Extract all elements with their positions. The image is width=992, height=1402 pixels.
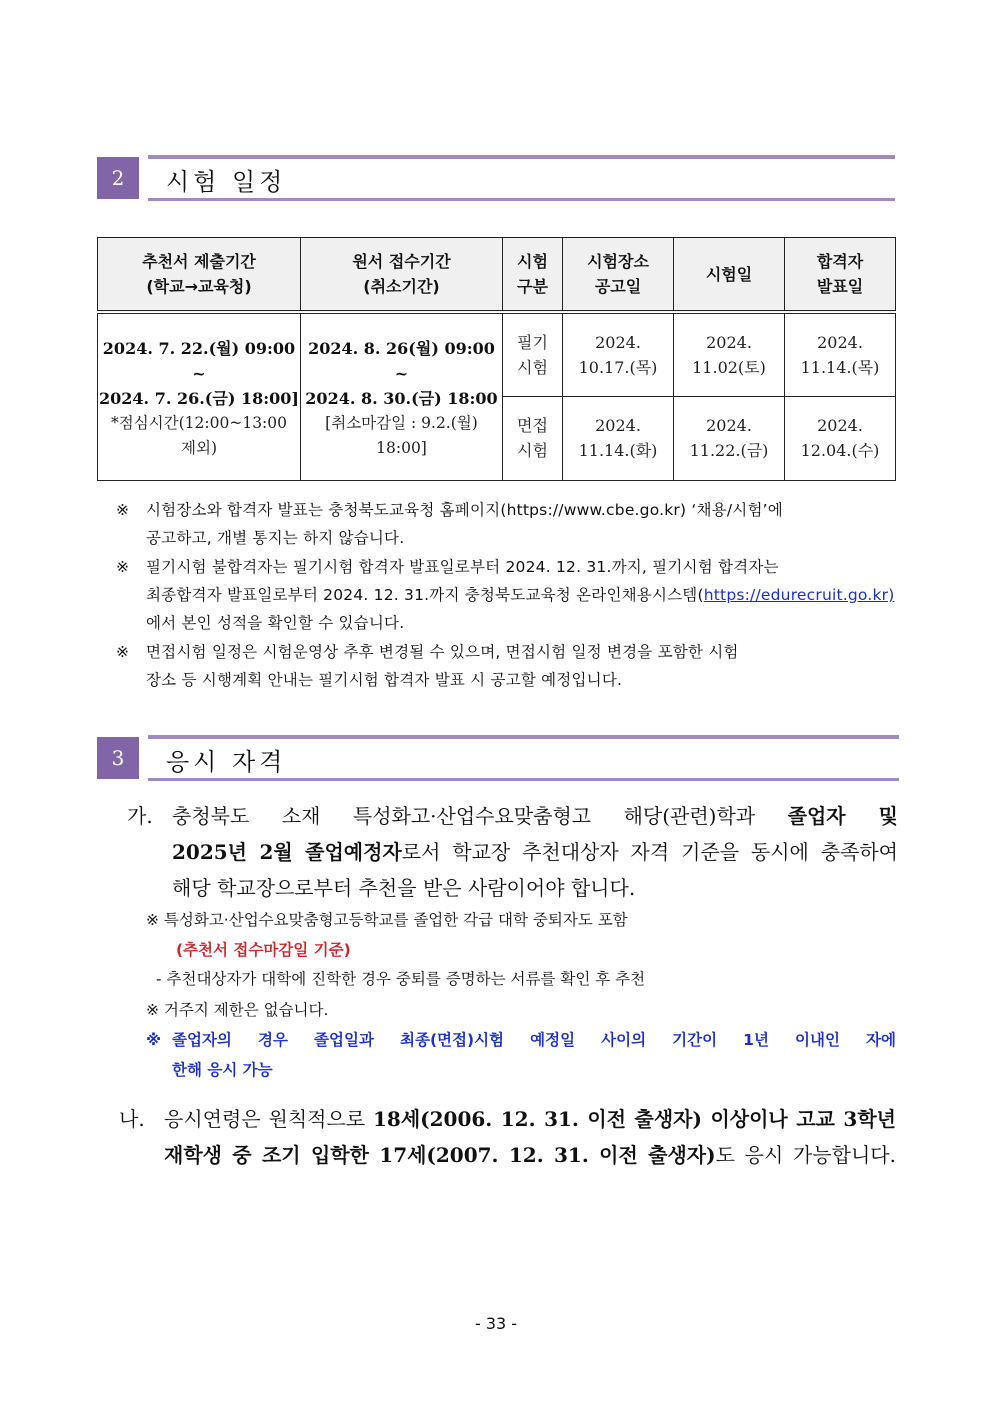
header-result-date: 합격자 발표일 — [785, 238, 896, 313]
result-date-interview: 2024. 12.04.(수) — [785, 396, 896, 480]
result-date-written: 2024. 11.14.(목) — [785, 312, 896, 396]
qual-ga-line2: 2025년 2월 졸업예정자로서 학교장 추천대상자 자격 기준을 동시에 충족하여 — [172, 840, 898, 864]
section-number: 2 — [97, 157, 139, 199]
header-exam-date: 시험일 — [674, 238, 785, 313]
qual-ga-line1: 충청북도 소재 특성화고·산업수요맞춤형고 해당(관련)학과 졸업자 및 — [172, 804, 899, 828]
sub-note-dropout-basis: (추천서 접수마감일 기준) — [176, 941, 351, 959]
qual-ga-line3: 해당 학교장으로부터 추천을 받은 사람이어야 합니다. — [172, 876, 636, 900]
table-header-row — [98, 238, 896, 313]
note-venue-announcement: ※ 시험장소와 합격자 발표는 충청북도교육청 홈페이지(https://www.cbe.go.kr) ‘채용/시험’에 공고하고, 개별 통지는 하지 않습니다. — [116, 496, 898, 552]
page-number: - 33 - — [474, 1314, 518, 1333]
exam-date-written: 2024. 11.02(토) — [674, 312, 785, 396]
section-bar-bottom — [148, 778, 899, 781]
recommend-period-cell: 2024. 7. 22.(월) 09:00 ~ 2024. 7. 26.(금) 18:00] *점심시간(12:00~13:00 제외) — [98, 312, 301, 480]
exam-type-written: 필기 시험 — [503, 312, 563, 396]
section-bar-top — [148, 735, 899, 739]
venue-notice-interview: 2024. 11.14.(화) — [563, 396, 674, 480]
schedule-table — [97, 237, 896, 481]
note-text: 면접시험 일정은 시험운영상 추후 변경될 수 있으며, 면접시험 일정 변경을 포함한 시험 장소 등 시행계획 안내는 필기시험 합격자 발표 시 공고할 예정입니다. — [146, 643, 739, 689]
sub-note-mark: ※ — [146, 1031, 162, 1049]
sub-note-dropout: ※ 특성화고·산업수요맞춤형고등학교를 졸업한 각급 대학 중퇴자도 포함 — [146, 911, 628, 929]
section-title: 응시 자격 — [166, 748, 287, 776]
header-application-period: 원서 접수기간 (취소기간) — [301, 238, 503, 313]
note-text: 필기시험 불합격자는 필기시험 합격자 발표일로부터 2024. 12. 31.까지, 필기시험 합격자는 최종합격자 발표일로부터 2024. 12. 31.까지 충청북도교육청 온라인채용시스템(https://edurecruit.go.kr) 에서 본인 성적을 확인할 수 있습니다. — [146, 558, 895, 632]
section-number: 3 — [97, 737, 139, 779]
section-bar-bottom — [148, 198, 895, 201]
table-row — [98, 312, 896, 396]
qual-na-line2: 재학생 중 조기 입학한 17세(2007. 12. 31. 이전 출생자)도 응시 가능합니다. — [164, 1143, 896, 1167]
header-recommend-period: 추천서 제출기간 (학교→교육청) — [98, 238, 301, 313]
note-score-check: ※ 필기시험 불합격자는 필기시험 합격자 발표일로부터 2024. 12. 31.까지, 필기시험 합격자는 최종합격자 발표일로부터 2024. 12. 31.까지 충청북도교육청 온라인채용시스템(https://edurecruit.go.kr) 에서 본인 성적을 확인할 수 있습니다. — [116, 553, 898, 637]
edurecruit-link[interactable]: https://edurecruit.go.kr) — [703, 586, 895, 604]
venue-notice-written: 2024. 10.17.(목) — [563, 312, 674, 396]
application-period-cell: 2024. 8. 26(월) 09:00 ~ 2024. 8. 30.(금) 18:00 [취소마감일 : 9.2.(월) 18:00] — [301, 312, 503, 480]
header-exam-type: 시험 구분 — [503, 238, 563, 313]
qual-na-label: 나. — [119, 1107, 145, 1131]
exam-type-interview: 면접 시험 — [503, 396, 563, 480]
qual-ga-label: 가. — [127, 804, 153, 828]
sub-note-graduation-period: 졸업자의 경우 졸업일과 최종(면접)시험 예정일 사이의 기간이 1년 이내인 자에 — [172, 1031, 896, 1049]
exam-date-interview: 2024. 11.22.(금) — [674, 396, 785, 480]
sub-note-residence: ※ 거주지 제한은 없습니다. — [146, 1001, 329, 1019]
section-title: 시험 일정 — [166, 168, 287, 196]
section-bar-top — [148, 155, 895, 159]
sub-note-dropout-proof: - 추천대상자가 대학에 진학한 경우 중퇴를 증명하는 서류를 확인 후 추천 — [156, 970, 646, 988]
qual-na-line1: 응시연령은 원칙적으로 18세(2006. 12. 31. 이전 출생자) 이상이나 고교 3학년 — [164, 1107, 896, 1131]
note-interview-change: ※ 면접시험 일정은 시험운영상 추후 변경될 수 있으며, 면접시험 일정 변경을 포함한 시험 장소 등 시행계획 안내는 필기시험 합격자 발표 시 공고할 예정입니다. — [116, 638, 898, 694]
note-text: 시험장소와 합격자 발표는 충청북도교육청 홈페이지(https://www.cbe.go.kr) ‘채용/시험’에 공고하고, 개별 통지는 하지 않습니다. — [146, 501, 783, 547]
sub-note-graduation-period-2: 한해 응시 가능 — [172, 1061, 273, 1079]
header-venue-notice: 시험장소 공고일 — [563, 238, 674, 313]
